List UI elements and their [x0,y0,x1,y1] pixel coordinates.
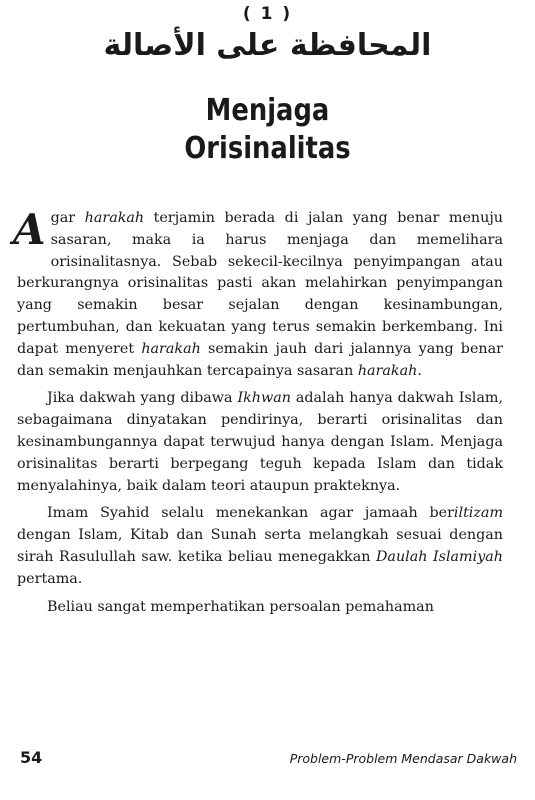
arabic-title: المحافظة على الأصالة [103,28,432,63]
page-footer [20,748,517,770]
paragraph-4-text-a: Beliau sangat memperhatikan persoalan pemahaman [47,598,434,615]
chapter-title-line-2: Orisinalitas [184,131,351,166]
paragraph-3 [17,503,503,590]
paragraph-4 [17,597,503,619]
page-number: 54 [20,748,43,767]
paragraph-1-text-d: . [417,362,422,379]
paragraph-3-italic-b: Daulah Islamiyah [375,548,503,565]
paragraph-1-text-c: semakin jauh dari jalannya yang benar dan semakin menjauhkan tercapainya sasaran [17,340,503,379]
chapter-number: ( 1 ) [242,4,293,24]
paragraph-3-italic-a: iltizam [453,505,503,522]
chapter-title-line-1: Menjaga [205,93,330,128]
paragraph-3-text-b: dengan Islam, Kitab dan Sunah serta melangkah sesuai dengan sirah Rasulullah saw. ketika beliau menegakkan [17,527,503,565]
paragraph-3-text-a: Imam Syahid selalu menekankan agar jamaah ber [47,505,454,522]
paragraph-2 [17,388,503,497]
drop-cap: A [13,205,46,254]
paragraph-1-italic-c: harakah [357,362,418,379]
paragraph-1 [13,205,503,382]
paragraph-3-text-c: pertama. [17,570,83,587]
paragraph-2-italic-a: Ikhwan [237,390,291,407]
paragraph-1-italic-b: harakah [141,340,201,357]
paragraph-1-text-b: terjamin berada di jalan yang benar menuju sasaran, maka ia harus menjaga dan memelihara orisinalitasnya. Sebab sekecil-kecilnya penyimpangan atau berkurangnya orisinalitas pasti akan melahirkan penyimpangan yang semakin besar sejalan dengan kesinambungan, pertumbuhan, dan kekuatan yang terus semakin berkembang. Ini dapat menyeret [17,210,503,357]
paragraph-1-text-a: gar [50,210,85,226]
chapter-title [37,92,497,168]
paragraph-1-italic-a: harakah [84,210,145,226]
paragraph-2-text-a: Jika dakwah yang dibawa [47,390,238,407]
body-text [13,205,503,618]
running-title: Problem-Problem Mendasar Dakwah [289,751,517,766]
paragraph-2-text-b: adalah hanya dakwah Islam, sebagaimana dinyatakan pendirinya, berarti orisinalitas dan kesinambungannya dapat terwujud hanya dengan Islam. Menjaga orisinalitas berarti berpegang teguh kepada Islam dan tidak menyalahinya, baik dalam teori ataupun prakteknya. [17,390,503,494]
